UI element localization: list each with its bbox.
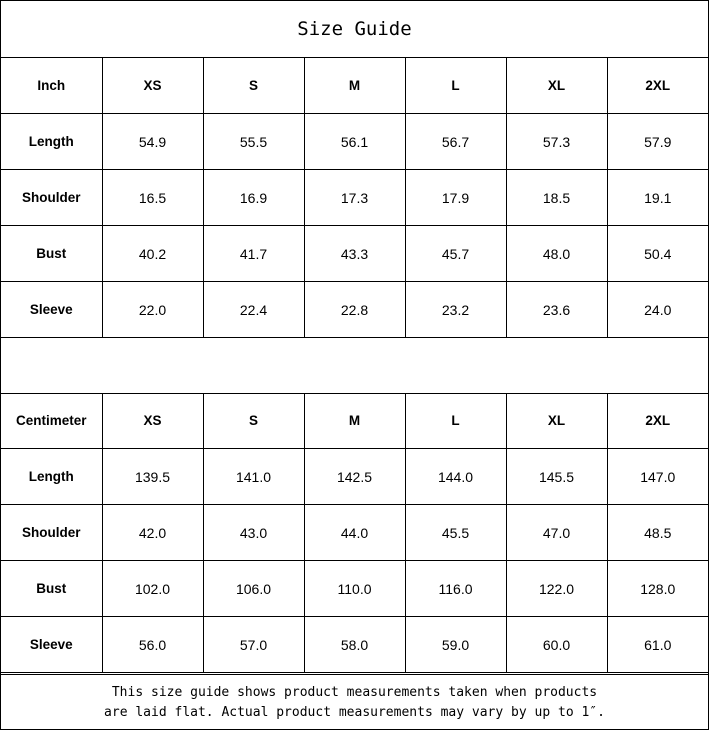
measurement-value: 144.0 (405, 449, 506, 505)
measurement-value: 19.1 (607, 170, 708, 226)
measurement-value: 17.3 (304, 170, 405, 226)
measurement-label: Shoulder (1, 170, 102, 226)
measurement-value: 16.5 (102, 170, 203, 226)
measurement-value: 54.9 (102, 114, 203, 170)
table-row (1, 226, 708, 282)
inch-size-table (1, 58, 708, 338)
measurement-value: 147.0 (607, 449, 708, 505)
measurement-value: 55.5 (203, 114, 304, 170)
size-header: L (405, 58, 506, 114)
size-header: 2XL (607, 393, 708, 449)
measurement-note (1, 674, 708, 730)
table-row (1, 170, 708, 226)
measurement-value: 44.0 (304, 505, 405, 561)
table-row (1, 617, 708, 673)
measurement-value: 23.2 (405, 282, 506, 338)
table-row (1, 561, 708, 617)
measurement-label: Bust (1, 226, 102, 282)
measurement-value: 128.0 (607, 561, 708, 617)
measurement-label: Sleeve (1, 282, 102, 338)
measurement-value: 48.0 (506, 226, 607, 282)
table-row (1, 282, 708, 338)
table-row (1, 505, 708, 561)
measurement-value: 48.5 (607, 505, 708, 561)
size-header: XL (506, 393, 607, 449)
measurement-value: 57.3 (506, 114, 607, 170)
measurement-value: 43.3 (304, 226, 405, 282)
measurement-value: 23.6 (506, 282, 607, 338)
measurement-value: 145.5 (506, 449, 607, 505)
table-row (1, 114, 708, 170)
measurement-value: 41.7 (203, 226, 304, 282)
measurement-note-line-2: are laid flat. Actual product measurements may vary by up to 1″. (104, 704, 605, 720)
measurement-value: 56.1 (304, 114, 405, 170)
measurement-value: 56.7 (405, 114, 506, 170)
measurement-value: 60.0 (506, 617, 607, 673)
measurement-label: Length (1, 114, 102, 170)
measurement-value: 22.0 (102, 282, 203, 338)
unit-label: Centimeter (1, 393, 102, 449)
measurement-value: 139.5 (102, 449, 203, 505)
size-header: 2XL (607, 58, 708, 114)
table-header-row (1, 393, 708, 449)
measurement-note-line-1: This size guide shows product measurements taken when products (111, 684, 598, 700)
measurement-value: 18.5 (506, 170, 607, 226)
measurement-value: 47.0 (506, 505, 607, 561)
measurement-value: 16.9 (203, 170, 304, 226)
size-header: S (203, 393, 304, 449)
measurement-value: 42.0 (102, 505, 203, 561)
size-header: S (203, 58, 304, 114)
measurement-value: 141.0 (203, 449, 304, 505)
measurement-value: 22.8 (304, 282, 405, 338)
measurement-value: 43.0 (203, 505, 304, 561)
measurement-value: 56.0 (102, 617, 203, 673)
size-header: L (405, 393, 506, 449)
measurement-value: 110.0 (304, 561, 405, 617)
table-spacer (1, 338, 708, 394)
measurement-value: 24.0 (607, 282, 708, 338)
size-header: XS (102, 58, 203, 114)
measurement-value: 102.0 (102, 561, 203, 617)
measurement-label: Length (1, 449, 102, 505)
table-row (1, 449, 708, 505)
measurement-value: 57.9 (607, 114, 708, 170)
measurement-value: 17.9 (405, 170, 506, 226)
measurement-value: 22.4 (203, 282, 304, 338)
measurement-value: 45.7 (405, 226, 506, 282)
centimeter-size-table (1, 393, 708, 673)
measurement-value: 40.2 (102, 226, 203, 282)
measurement-value: 61.0 (607, 617, 708, 673)
measurement-value: 116.0 (405, 561, 506, 617)
measurement-label: Sleeve (1, 617, 102, 673)
measurement-value: 58.0 (304, 617, 405, 673)
size-header: M (304, 58, 405, 114)
measurement-value: 122.0 (506, 561, 607, 617)
measurement-value: 106.0 (203, 561, 304, 617)
size-header: XS (102, 393, 203, 449)
measurement-value: 50.4 (607, 226, 708, 282)
unit-label: Inch (1, 58, 102, 114)
measurement-label: Bust (1, 561, 102, 617)
measurement-value: 57.0 (203, 617, 304, 673)
measurement-value: 142.5 (304, 449, 405, 505)
size-header: XL (506, 58, 607, 114)
table-header-row (1, 58, 708, 114)
measurement-label: Shoulder (1, 505, 102, 561)
measurement-value: 45.5 (405, 505, 506, 561)
measurement-value: 59.0 (405, 617, 506, 673)
size-guide-title: Size Guide (1, 1, 708, 58)
size-header: M (304, 393, 405, 449)
